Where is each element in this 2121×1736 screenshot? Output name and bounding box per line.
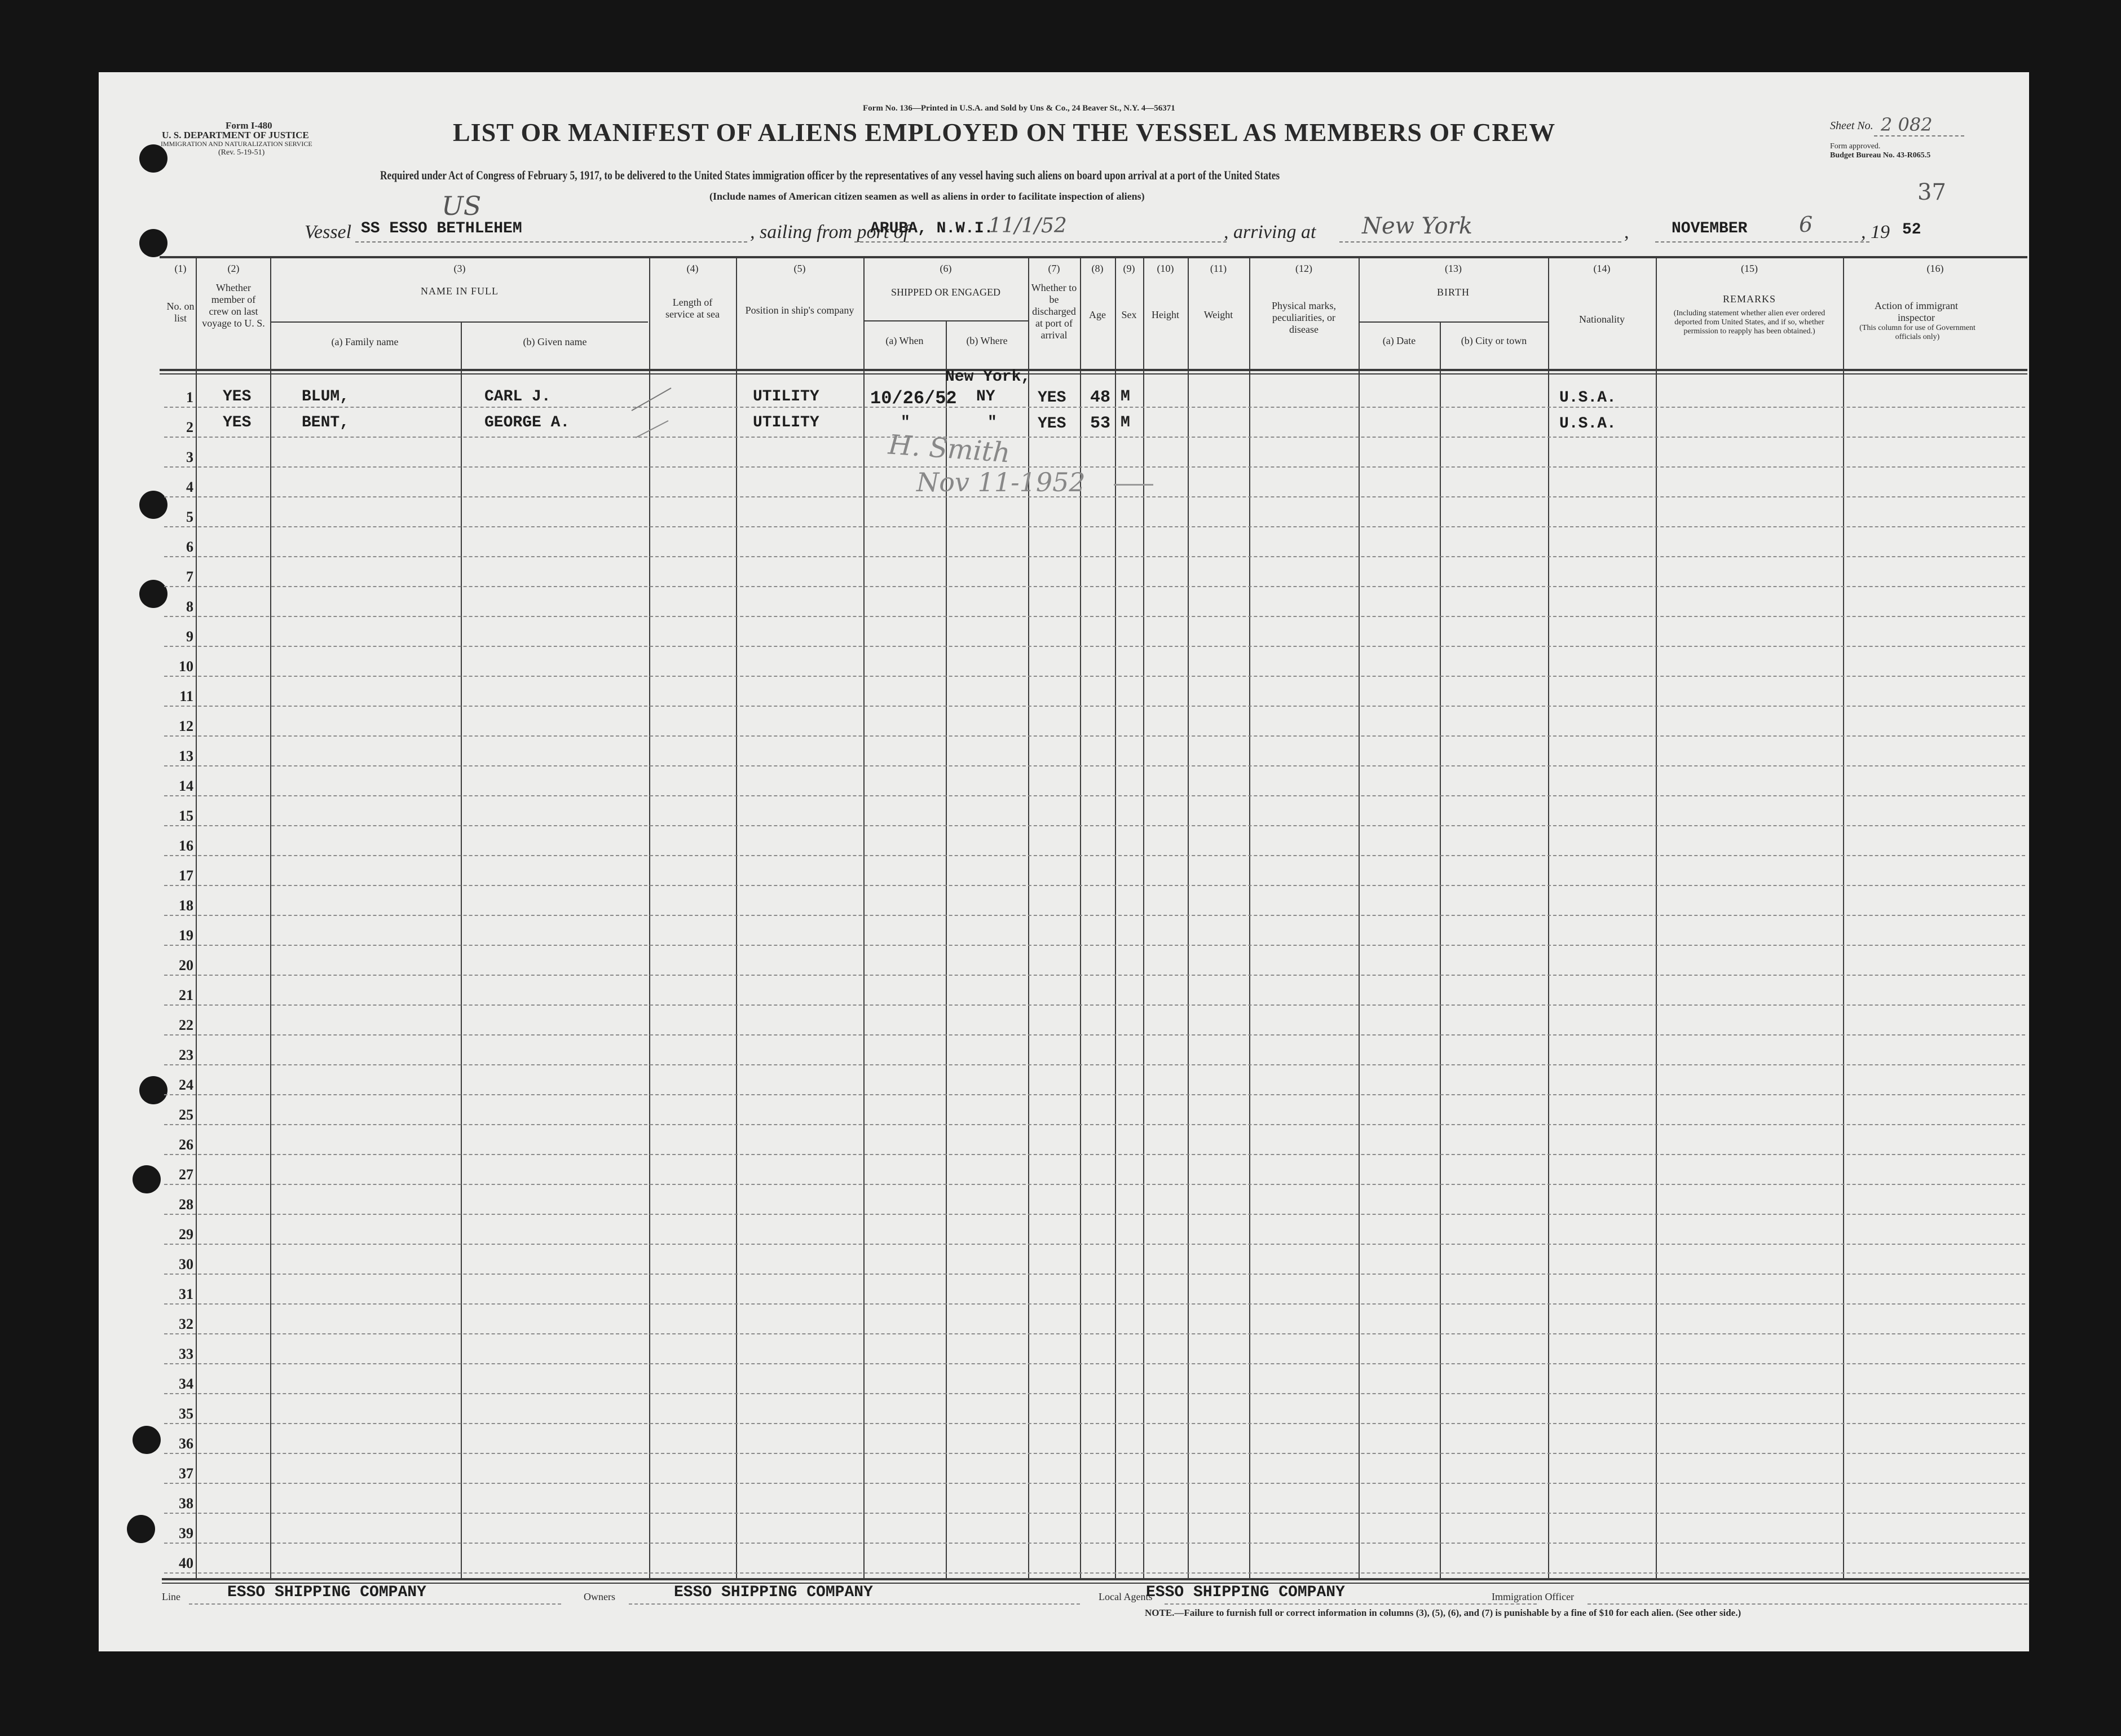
row1-given-name: CARL J. (484, 388, 551, 406)
col7-header: Whether to be discharged at port of arrival (1031, 282, 1077, 341)
row-number: 22 (179, 1017, 193, 1033)
year-prefix: , 19 (1861, 222, 1890, 243)
col16-header: Action of immigrant inspector (1875, 300, 1958, 323)
row-rule (164, 765, 2025, 766)
inspector-signature: H. Smith (887, 429, 1012, 469)
vessel-flag-handwritten: US (442, 191, 482, 221)
col2-number: (2) (227, 263, 240, 274)
row2-age: 53 (1090, 414, 1111, 433)
row-number: 33 (179, 1346, 193, 1362)
col13-header: BIRTH (1437, 287, 1470, 298)
row-rule (164, 855, 2025, 856)
col10-header: Height (1152, 309, 1179, 320)
row-rule (164, 586, 2025, 587)
col15-number: (15) (1741, 263, 1758, 274)
row1-nationality: U.S.A. (1559, 389, 1616, 407)
col-line (1115, 257, 1116, 1579)
col16-note: (This column for use of Government officials only) (1859, 324, 1976, 341)
col6b-header: (b) Where (966, 335, 1008, 346)
header-bottom-rule (160, 369, 2027, 371)
row-number: 4 (186, 479, 193, 495)
row-number: 20 (179, 957, 193, 973)
department-name: U. S. DEPARTMENT OF JUSTICE (162, 130, 309, 140)
col-line (1080, 257, 1081, 1579)
row1-where: NY (976, 388, 995, 406)
sheet-label: Sheet No. (1830, 120, 1873, 132)
row1-family-name: BLUM, (302, 388, 350, 406)
col-line (1359, 257, 1360, 1579)
line-underline (189, 1603, 561, 1605)
row-number: 9 (186, 628, 193, 645)
row2-where: " (987, 414, 997, 431)
row1-crew: YES (223, 388, 252, 406)
col11-number: (11) (1210, 263, 1227, 274)
col1-number: (1) (174, 263, 187, 274)
row-number: 6 (186, 539, 193, 555)
col-line (1843, 257, 1844, 1579)
row2-family-name: BENT, (302, 414, 350, 431)
col-line (196, 257, 197, 1579)
row-number: 18 (179, 897, 193, 914)
vessel-name: SS ESSO BETHLEHEM (361, 220, 522, 237)
col-line (461, 321, 462, 1579)
col-line (270, 257, 271, 1579)
row-rule (164, 1064, 2025, 1065)
row-number: 38 (179, 1495, 193, 1512)
col-line (1028, 257, 1029, 1579)
col11-header: Weight (1203, 309, 1233, 320)
row2-sex: M (1121, 414, 1130, 431)
row-number: 13 (179, 748, 193, 764)
row-number: 40 (179, 1555, 193, 1571)
row-rule (164, 915, 2025, 916)
row-rule (164, 1483, 2025, 1484)
col6a-header: (a) When (885, 335, 924, 346)
row1-when: 10/26/52 (870, 388, 957, 409)
officer-label: Immigration Officer (1492, 1591, 1575, 1602)
row-number: 31 (179, 1286, 193, 1302)
col12-header: Physical marks, peculiarities, or disease (1272, 300, 1336, 335)
col12-number: (12) (1295, 263, 1312, 274)
col3-header: NAME IN FULL (421, 285, 499, 297)
port-of-departure: ARUBA, N.W.I. (870, 220, 994, 237)
col-line (1656, 257, 1657, 1579)
row-number: 29 (179, 1226, 193, 1242)
row-number: 35 (179, 1405, 193, 1422)
row-rule (164, 1303, 2025, 1305)
owners-value: ESSO SHIPPING COMPANY (674, 1584, 873, 1601)
row-rule (164, 1513, 2025, 1514)
row-number: 5 (186, 509, 193, 525)
col-line (1188, 257, 1189, 1579)
punch-hole (139, 229, 167, 257)
row-rule (164, 1004, 2025, 1006)
agents-value: ESSO SHIPPING COMPANY (1146, 1584, 1345, 1601)
row2-discharged: YES (1038, 415, 1066, 433)
col-line (863, 257, 865, 1579)
sailing-label: , sailing from port of (750, 222, 909, 243)
row-rule (164, 676, 2025, 677)
row-rule (164, 735, 2025, 737)
footer-note: NOTE.—Failure to furnish full or correct information in columns (3), (5), (6), and (7) is punishable by a fine of $10 for each alien. (See other side.) (1145, 1607, 1741, 1618)
row-rule (164, 1543, 2025, 1544)
service-name: IMMIGRATION AND NATURALIZATION SERVICE (161, 140, 312, 148)
col1-header: No. on list (166, 301, 195, 324)
owners-label: Owners (584, 1591, 615, 1602)
row-rule (164, 437, 2025, 438)
row-rule (164, 1423, 2025, 1424)
officer-underline (1588, 1603, 2027, 1605)
form-approved: Form approved. (1830, 142, 1881, 151)
col4-header: Length of service at sea (665, 297, 720, 320)
vessel-label: Vessel (305, 222, 352, 243)
col13a-header: (a) Date (1382, 335, 1416, 346)
row-number: 15 (179, 808, 193, 824)
row-rule (164, 556, 2025, 557)
row-number: 32 (179, 1316, 193, 1332)
row-number: 30 (179, 1256, 193, 1272)
row-rule (164, 1453, 2025, 1454)
row-number: 3 (186, 449, 193, 465)
col16-number: (16) (1926, 263, 1944, 274)
row2-position: UTILITY (753, 414, 819, 431)
subtitle-note: (Include names of American citizen seamen as well as aliens in order to facilitate inspection of aliens) (709, 191, 1145, 202)
row-number: 39 (179, 1525, 193, 1541)
arriving-underline (1339, 241, 1621, 243)
arriving-label: , arriving at (1224, 222, 1316, 243)
row-rule (164, 1124, 2025, 1125)
col13b-header: (b) City or town (1461, 335, 1527, 346)
header-bottom-rule-2 (160, 373, 2027, 374)
row2-crew: YES (223, 414, 252, 431)
col3a-header: (a) Family name (331, 336, 399, 347)
row-rule (164, 975, 2025, 976)
name-subheader-rule (270, 321, 648, 323)
line-label: Line (162, 1591, 180, 1602)
row-number: 12 (179, 718, 193, 734)
row-number: 24 (179, 1077, 193, 1093)
manifest-sheet (99, 72, 2029, 1651)
row-rule (164, 706, 2025, 707)
arrival-year: 52 (1902, 221, 1921, 239)
agents-underline (1165, 1603, 1537, 1605)
col15-header: REMARKS (1722, 293, 1776, 305)
row-rule (164, 1572, 2025, 1574)
table-top-rule (160, 256, 2027, 258)
row-rule (164, 616, 2025, 617)
row-rule (164, 496, 2025, 497)
form-number: Form I-480 (226, 120, 272, 131)
arrival-port-handwritten: New York (1362, 213, 1472, 239)
row-number: 19 (179, 927, 193, 944)
line-value: ESSO SHIPPING COMPANY (227, 1584, 426, 1601)
row-rule (164, 1393, 2025, 1394)
row-number: 8 (186, 598, 193, 615)
row-rule (164, 1214, 2025, 1215)
sheet-number: 2 082 (1881, 114, 1933, 135)
col-line (1548, 257, 1549, 1579)
row-rule (164, 526, 2025, 527)
owners-underline (629, 1603, 1080, 1605)
col8-header: Age (1089, 309, 1106, 320)
row2-given-name: GEORGE A. (484, 414, 570, 431)
col5-number: (5) (793, 263, 806, 274)
row-rule (164, 1154, 2025, 1155)
row-rule (164, 825, 2025, 826)
row1-discharged: YES (1038, 389, 1066, 407)
col5-header: Position in ship's company (745, 305, 854, 316)
sheet-underline (1874, 135, 1964, 136)
col3-number: (3) (453, 263, 466, 274)
row-rule (164, 885, 2025, 886)
comma: , (1624, 222, 1629, 243)
date-underline (1655, 241, 1869, 243)
row-rule (164, 1244, 2025, 1245)
row-rule (164, 646, 2025, 647)
revision-date: (Rev. 5-19-51) (218, 148, 265, 157)
col7-number: (7) (1048, 263, 1060, 274)
page-title: LIST OR MANIFEST OF ALIENS EMPLOYED ON THE VESSEL AS MEMBERS OF CREW (453, 118, 1556, 147)
printer-note: Form No. 136—Printed in U.S.A. and Sold by Uns & Co., 24 Beaver St., N.Y. 4—56371 (863, 104, 1175, 113)
col9-number: (9) (1123, 263, 1135, 274)
row-number: 34 (179, 1376, 193, 1392)
signature-stroke (1114, 484, 1153, 486)
arrival-month: NOVEMBER (1672, 220, 1748, 237)
departure-date-handwritten: 11/1/52 (989, 214, 1067, 237)
check-marks (623, 377, 680, 444)
col2-header: Whether member of crew on last voyage to U. S. (202, 282, 265, 329)
col6-header: SHIPPED OR ENGAGED (890, 287, 1000, 298)
col-line (649, 257, 650, 1579)
row-number: 14 (179, 778, 193, 794)
col-line (946, 321, 947, 1579)
row-number: 21 (179, 987, 193, 1003)
col-line (1249, 257, 1250, 1579)
punch-hole (139, 144, 167, 173)
row-rule (164, 466, 2025, 468)
row1-sex: M (1121, 388, 1130, 406)
page-number: 37 (1917, 179, 1946, 205)
row-rule (164, 1094, 2025, 1095)
col-line (1143, 257, 1144, 1579)
col-line (1440, 321, 1441, 1579)
col8-number: (8) (1091, 263, 1104, 274)
row-rule (164, 1363, 2025, 1364)
row-number: 37 (179, 1465, 193, 1482)
row2-nationality: U.S.A. (1559, 415, 1616, 433)
row-number: 10 (179, 658, 193, 675)
row-number: 23 (179, 1047, 193, 1063)
row1-position: UTILITY (753, 388, 819, 406)
table-bottom-rule (162, 1578, 2030, 1580)
port-underline (854, 241, 1227, 243)
vessel-underline (355, 241, 747, 243)
row1-age: 48 (1090, 388, 1111, 407)
row-number: 36 (179, 1435, 193, 1452)
row1-where-above: New York, (945, 368, 1031, 386)
row-number: 28 (179, 1196, 193, 1213)
arrival-day-handwritten: 6 (1799, 212, 1813, 237)
col15-note: (Including statement whether alien ever ordered deported from United States, and if so, whether permission to reapply has been obtained.) (1673, 309, 1825, 336)
row-rule (164, 1184, 2025, 1185)
row-rule (164, 795, 2025, 796)
punch-hole (127, 1515, 155, 1543)
subtitle: Required under Act of Congress of February 5, 1917, to be delivered to the United States immigration officer by the representatives of any vessel having such aliens on board upon arrival at a port of the United States (380, 168, 1280, 182)
row2-when: " (901, 414, 910, 431)
row-number: 2 (186, 419, 193, 435)
col14-number: (14) (1593, 263, 1611, 274)
col3b-header: (b) Given name (523, 336, 587, 347)
row-rule (164, 1034, 2025, 1036)
inspector-date: Nov 11-1952 (916, 467, 1086, 497)
col6-number: (6) (940, 263, 952, 274)
row-number: 1 (186, 389, 193, 406)
row-number: 17 (179, 867, 193, 884)
row-number: 25 (179, 1107, 193, 1123)
birth-subheader-rule (1359, 321, 1548, 323)
punch-hole (133, 1165, 161, 1193)
row-number: 11 (179, 688, 193, 704)
col10-number: (10) (1157, 263, 1174, 274)
col13-number: (13) (1445, 263, 1462, 274)
row-rule (164, 945, 2025, 946)
col4-number: (4) (686, 263, 699, 274)
col-line (736, 257, 737, 1579)
punch-hole (133, 1426, 161, 1454)
col9-header: Sex (1121, 309, 1137, 320)
row-number: 16 (179, 838, 193, 854)
budget-number: Budget Bureau No. 43-R065.5 (1830, 151, 1931, 160)
row-rule (164, 1274, 2025, 1275)
row-number: 27 (179, 1166, 193, 1183)
row-number: 26 (179, 1136, 193, 1153)
row-number: 7 (186, 569, 193, 585)
table-bottom-rule-2 (162, 1583, 2030, 1584)
col14-header: Nationality (1579, 314, 1625, 325)
row-rule (164, 1333, 2025, 1334)
agents-label: Local Agents (1099, 1591, 1153, 1602)
